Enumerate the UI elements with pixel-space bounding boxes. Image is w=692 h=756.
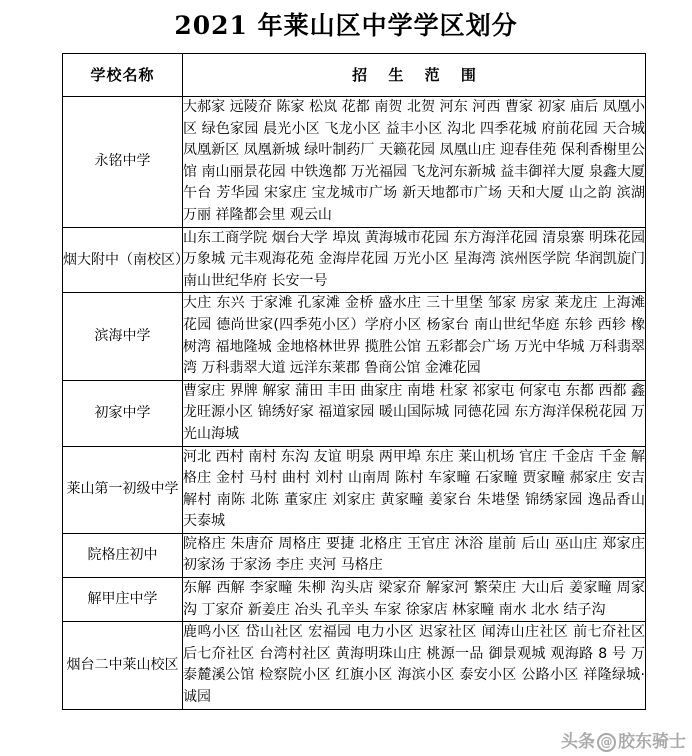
watermark-platform: 头条: [561, 732, 595, 752]
table-header-row: [63, 54, 646, 97]
cell-school-name: 烟大附中（南校区）: [63, 227, 183, 293]
table-row: [63, 533, 646, 577]
at-icon: @: [597, 733, 616, 752]
table-row: [63, 97, 646, 228]
cell-enrollment-range: 山东工商学院 烟台大学 埠岚 黄海城市花园 东方海洋花园 清泉寨 明珠花园 万象城 元丰观海花苑 金海岸花园 万光小区 星海湾 滨州医学院 华润凯旋门 南山世纪华府 长安一号: [183, 227, 646, 293]
table-row: [63, 622, 646, 709]
table-row: [63, 578, 646, 622]
cell-enrollment-range: 大郝家 远陵夼 陈家 松岚 花都 南贺 北贺 河东 河西 曹家 初家 庙后 凤凰小区 绿色家园 晨光小区 飞龙小区 益丰小区 沟北 四季花城 府前花园 天合城 凤凰新区 凤凰新城 绿叶制药厂 天籁花园 凤凰山庄 迎春佳苑 保利香榭里公馆 南山丽景花园 中铁逸都 万光福园 飞龙河东新城 益丰御祥大厦 泉鑫大厦 午台 芳华园 宋家庄 宝龙城市广场 新天地都市广场 天和大厦 山之韵 滨湖万丽 祥隆都会里 观云山: [183, 97, 646, 228]
table-row: [63, 380, 646, 446]
cell-school-name: 初家中学: [63, 380, 183, 446]
cell-school-name: 滨海中学: [63, 293, 183, 380]
school-district-table-container: [62, 53, 645, 710]
cell-enrollment-range: 鹿鸣小区 岱山社区 宏福园 电力小区 迟家社区 闻涛山庄社区 前七夼社区 后七夼社区 台湾村社区 黄海明珠山庄 桃源一品 御景观城 观海路 8 号 万泰麓溪公馆 检察院小区 红旗小区 海滨小区 泰安小区 公路小区 祥隆绿城·诚园: [183, 622, 646, 709]
table-body: [63, 54, 646, 710]
cell-enrollment-range: 院格庄 朱唐夼 周格庄 要捷 北格庄 王官庄 沐浴 崖前 后山 巫山庄 郑家庄 初家汤 于家汤 李庄 夹河 马格庄: [183, 533, 646, 577]
table-row: [63, 227, 646, 293]
cell-school-name: 烟台二中莱山校区: [63, 622, 183, 709]
table-row: [63, 446, 646, 533]
cell-enrollment-range: 河北 西村 南村 东沟 友谊 明泉 两甲埠 东庄 莱山机场 官庄 千金店 千金 解格庄 金村 马村 曲村 刘村 山南周 陈村 车家疃 石家疃 贾家疃 郝家庄 安吉 解村 南陈 北陈 董家庄 刘家庄 黄家疃 姜家台 朱塂堡 锦绣家园 逸品香山 天泰城: [183, 446, 646, 533]
column-header-enrollment-range: 招 生 范 围: [183, 54, 646, 97]
cell-school-name: 莱山第一初级中学: [63, 446, 183, 533]
watermark-account: 胶东骑士: [618, 732, 686, 752]
cell-enrollment-range: 大庄 东兴 于家滩 孔家滩 金桥 盛水庄 三十里堡 邹家 房家 莱龙庄 上海滩花园 德尚世家(四季苑小区）学府小区 杨家台 南山世纪华庭 东轸 西轸 橡树湾 福地隆城 金地格林世界 揽胜公馆 五彩都会广场 万光中华城 万科翡翠湾 万科翡翠大道 远洋东莱郡 鲁商公馆 金滩花园: [183, 293, 646, 380]
page-title: 2021 年莱山区中学学区划分: [174, 11, 518, 40]
cell-enrollment-range: 曹家庄 界牌 解家 蒲田 丰田 曲家庄 南塂 杜家 祁家屯 何家屯 东都 西都 鑫龙旺源小区 锦绣好家 福道家园 暖山国际城 同德花园 东方海洋保税花园 万光山海城: [183, 380, 646, 446]
cell-school-name: 解甲庄中学: [63, 578, 183, 622]
watermark: [561, 727, 686, 752]
cell-school-name: 永铭中学: [63, 97, 183, 228]
table-row: [63, 293, 646, 380]
cell-school-name: 院格庄初中: [63, 533, 183, 577]
column-header-school-name: 学校名称: [63, 54, 183, 97]
cell-enrollment-range: 东解 西解 李家疃 朱柳 沟头店 梁家夼 解家河 繁荣庄 大山后 姜家疃 周家沟 丁家夼 新姜庄 冶头 孔辛头 车家 徐家店 林家疃 南水 北水 结子沟: [183, 578, 646, 622]
school-district-table: [62, 53, 646, 710]
